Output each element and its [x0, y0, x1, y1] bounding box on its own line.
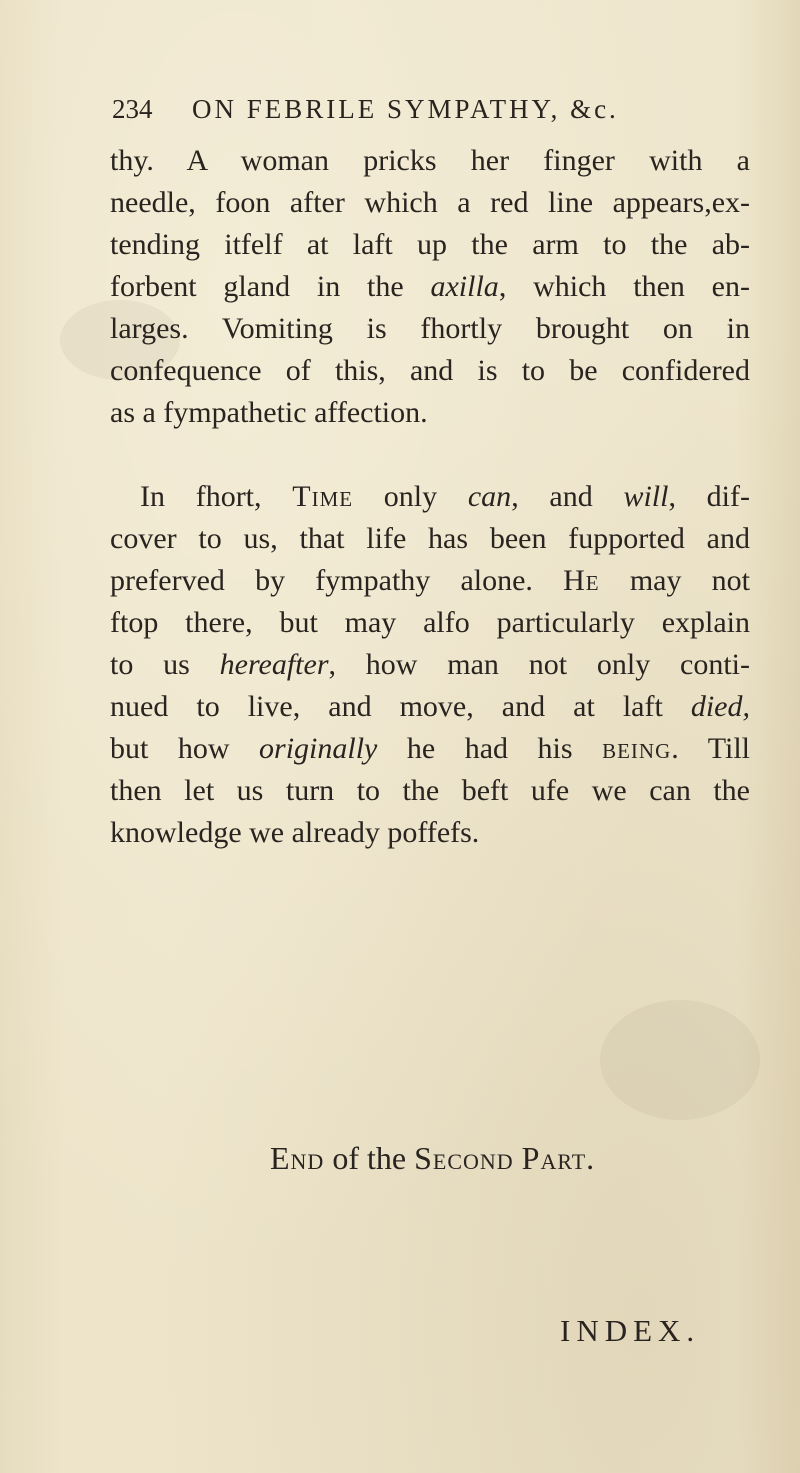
small-caps-word: Time [292, 480, 354, 513]
small-caps-word: being [602, 732, 672, 765]
text-run: . Till [671, 732, 750, 765]
page-number: 234 [112, 94, 153, 124]
text-run: Second [414, 1140, 514, 1176]
text-run: he had his [377, 732, 603, 765]
catchword: INDEX. [560, 1313, 701, 1348]
text-run: , which then en- [498, 270, 750, 303]
running-head: ON FEBRILE SYMPATHY, &c. [192, 94, 619, 124]
text-run: End [270, 1140, 325, 1176]
text-run: of the [332, 1140, 407, 1176]
text-line [110, 560, 750, 602]
page-header [112, 94, 752, 134]
small-caps-word: He [563, 564, 600, 597]
italic-word: hereafter [219, 648, 329, 681]
text-line: as a fympathetic affection. [110, 396, 428, 429]
text-line: tending itfelf at laft up the arm to the ab- [110, 228, 750, 261]
body-text [110, 140, 750, 854]
text-line: larges. Vomiting is fhortly brought on in [110, 312, 750, 345]
text-line [110, 266, 750, 308]
end-of-part-line [270, 1140, 595, 1177]
text-line [110, 728, 750, 770]
text-run: Part. [521, 1140, 596, 1176]
text-line: cover to us, that life has been fupported and [110, 522, 750, 555]
text-line: knowledge we already poffefs. [110, 816, 480, 849]
text-run: In fhort, [140, 480, 293, 513]
paragraph-gap [110, 434, 750, 476]
text-run: only [353, 480, 468, 513]
text-run: , and [511, 480, 624, 513]
italic-word: originally [259, 732, 378, 765]
text-line: thy. A woman pricks her finger with a [110, 144, 750, 177]
italic-word: can [467, 480, 512, 513]
text-line [110, 644, 750, 686]
text-run: , how man not only conti- [328, 648, 751, 681]
text-line [110, 476, 750, 518]
text-run: to us [110, 648, 220, 681]
text-line: then let us turn to the beft ufe we can the [110, 774, 750, 807]
text-run: nued to live, and move, and at laft [110, 690, 691, 723]
text-line [110, 686, 750, 728]
text-line: ftop there, but may alfo particularly explain [110, 606, 750, 639]
paper-stain [600, 1000, 760, 1120]
italic-term: axilla [430, 270, 499, 303]
text-run: may not [599, 564, 750, 597]
text-run: , dif- [668, 480, 750, 513]
text-run: forbent gland in the [110, 270, 431, 303]
italic-word: will [623, 480, 669, 513]
italic-word: died, [690, 690, 750, 723]
text-run: but how [110, 732, 260, 765]
text-line: confequence of this, and is to be confidered [110, 354, 750, 387]
text-run: preferved by fympathy alone. [110, 564, 564, 597]
text-line: needle, foon after which a red line appears,ex- [110, 186, 750, 219]
